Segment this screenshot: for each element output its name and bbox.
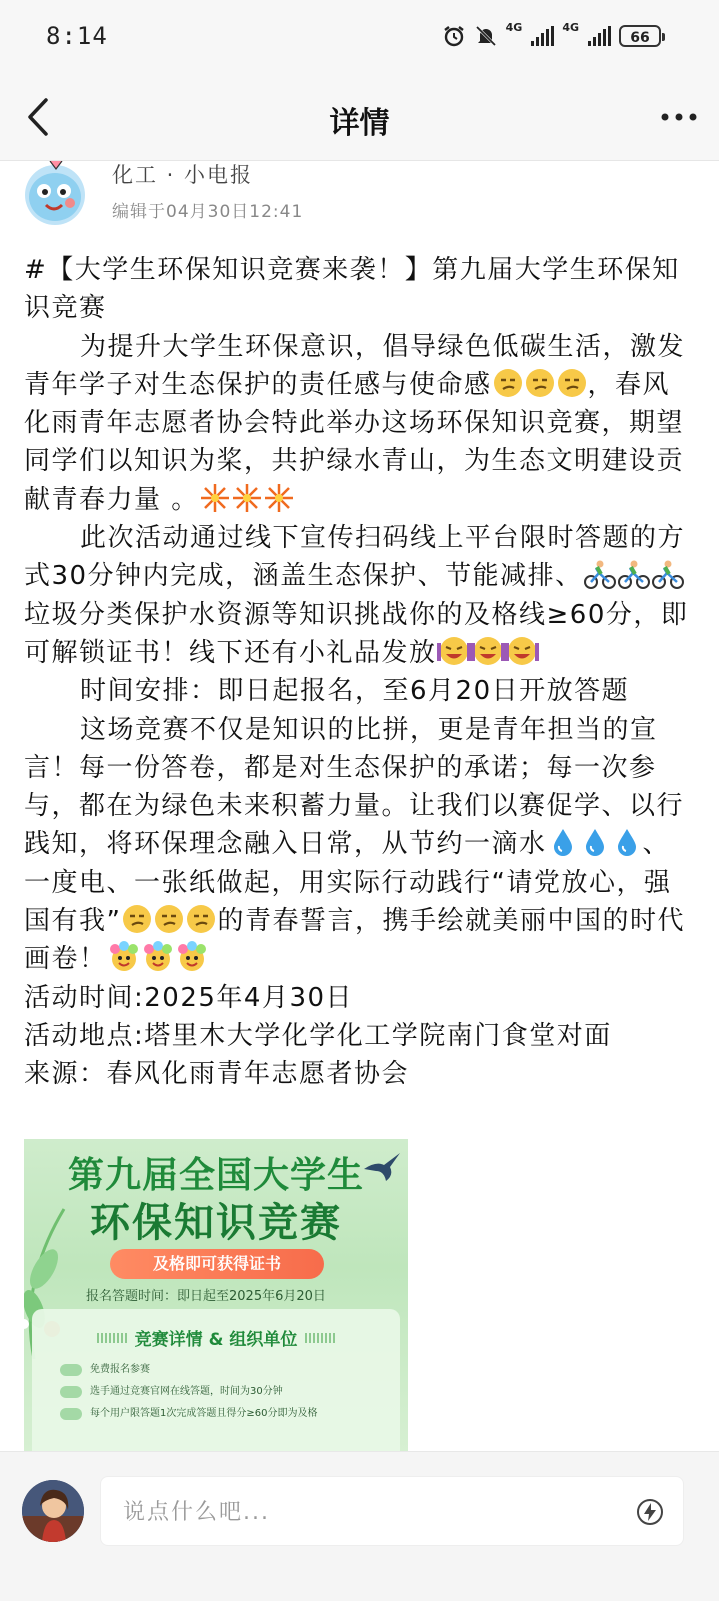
laughing-emoji-icon [437,635,471,667]
smirk-emoji-icon [492,367,524,399]
flash-icon[interactable] [635,1497,665,1527]
post-text-span: 垃圾分类保护水资源等知识挑战你的及格线≥60分，即可解锁证书！线下还有小礼品发放 [24,599,689,668]
firework-emoji-icon [263,482,295,514]
signal-icon [531,26,554,46]
battery-level: 66 [630,30,650,46]
network-label-2: 4G [562,20,579,34]
post-paragraph [24,328,692,519]
comment-bar [0,1451,719,1601]
status-bar [0,0,719,80]
post-paragraph [24,711,692,979]
author-avatar[interactable] [20,161,90,225]
post-paragraph: 时间安排：即日起报名，至6月20日开放答题 [80,676,630,707]
activity-location: 活动地点:塔里木大学化学化工学院南门食堂对面 [24,1020,612,1051]
laughing-emoji-icon [505,635,539,667]
poster-image[interactable] [24,1139,408,1451]
cyclist-emoji-icon [617,558,651,590]
author-row [20,161,700,231]
post-text-span: 为提升大学生环保意识，倡导绿色低碳生活，激发青年学子对生态保护的责任感与使命感 [24,331,686,400]
post-source: 来源：春风化雨青年志愿者协会 [24,1059,410,1090]
post-text-span: ，春风化雨青年志愿者协会特此举办这场环保知识竞赛，期望同学们以知识为桨，共护绿水青山，为生态文明建设贡献青春力量 。 [24,369,685,515]
party-face-emoji-icon [141,941,175,973]
battery-icon [619,25,661,47]
poster-item: 免费报名参赛 [60,1361,390,1379]
poster-item: 选手通过竞赛官网在线答题，时间为30分钟 [60,1383,390,1401]
poster-card [32,1309,400,1451]
firework-emoji-icon [199,482,231,514]
comment-input[interactable] [121,1477,605,1547]
smirk-emoji-icon [556,367,588,399]
party-face-emoji-icon [175,941,209,973]
signal-icon-2 [588,26,611,46]
edit-time: 编辑于04月30日12:41 [112,202,304,222]
poster-date: 报名答题时间：即日起至2025年6月20日 [86,1289,326,1304]
poster-title-line2: 环保知识竞赛 [90,1200,342,1246]
alarm-icon [442,24,466,48]
comment-box[interactable] [100,1476,684,1546]
header [0,80,719,161]
party-face-emoji-icon [107,941,141,973]
post-paragraph [24,519,692,672]
post-body [24,251,692,1094]
poster-item: 每个用户限答题1次完成答题且得分≥60分即为及格 [60,1405,390,1423]
post-content[interactable] [0,161,719,1451]
page-title: 详情 [329,106,390,141]
user-avatar[interactable] [22,1480,84,1542]
network-label-1: 4G [505,20,523,34]
author-name[interactable]: 化工 · 小电报 [112,163,254,187]
post-hashtag-title[interactable]: #【大学生环保知识竞赛来袭！】第九届大学生环保知识竞赛 [24,255,680,324]
post-text-span: 的青春誓言，携手绘就美丽中国的时代画卷！ [24,906,685,975]
poster-pill: 及格即可获得证书 [110,1249,324,1279]
smirk-emoji-icon [524,367,556,399]
poster-card-title: 竞赛详情 & 组织单位 [32,1325,400,1350]
poster-title-line1: 第九届全国大学生 [67,1155,364,1196]
smirk-emoji-icon [185,903,217,935]
cyclist-emoji-icon [651,558,685,590]
droplet-emoji-icon [579,826,611,858]
more-dots-icon[interactable] [657,100,701,134]
cyclist-emoji-icon [583,558,617,590]
post-text-span: 此次活动通过线下宣传扫码线上平台限时答题的方式30分钟内完成，涵盖生态保护、节能减排、 [24,523,686,592]
laughing-emoji-icon [471,635,505,667]
status-time: 8:14 [46,22,108,50]
smirk-emoji-icon [121,903,153,935]
droplet-emoji-icon [547,826,579,858]
activity-time: 活动时间:2025年4月30日 [24,982,354,1013]
bell-off-icon [474,24,498,48]
status-icons [442,20,661,48]
post-text-span: 这场竞赛不仅是知识的比拼，更是青年担当的宣言！每一份答卷，都是对生态保护的承诺；每一次参与，都在为绿色未来积蓄力量。让我们以赛促学、以行践知，将环保理念融入日常，从节约一滴水 [24,714,685,860]
smirk-emoji-icon [153,903,185,935]
post-text-span: 、一度电、一张纸做起，用实际行动践行“请党放心，强国有我” [24,829,672,937]
firework-emoji-icon [231,482,263,514]
droplet-emoji-icon [611,826,643,858]
